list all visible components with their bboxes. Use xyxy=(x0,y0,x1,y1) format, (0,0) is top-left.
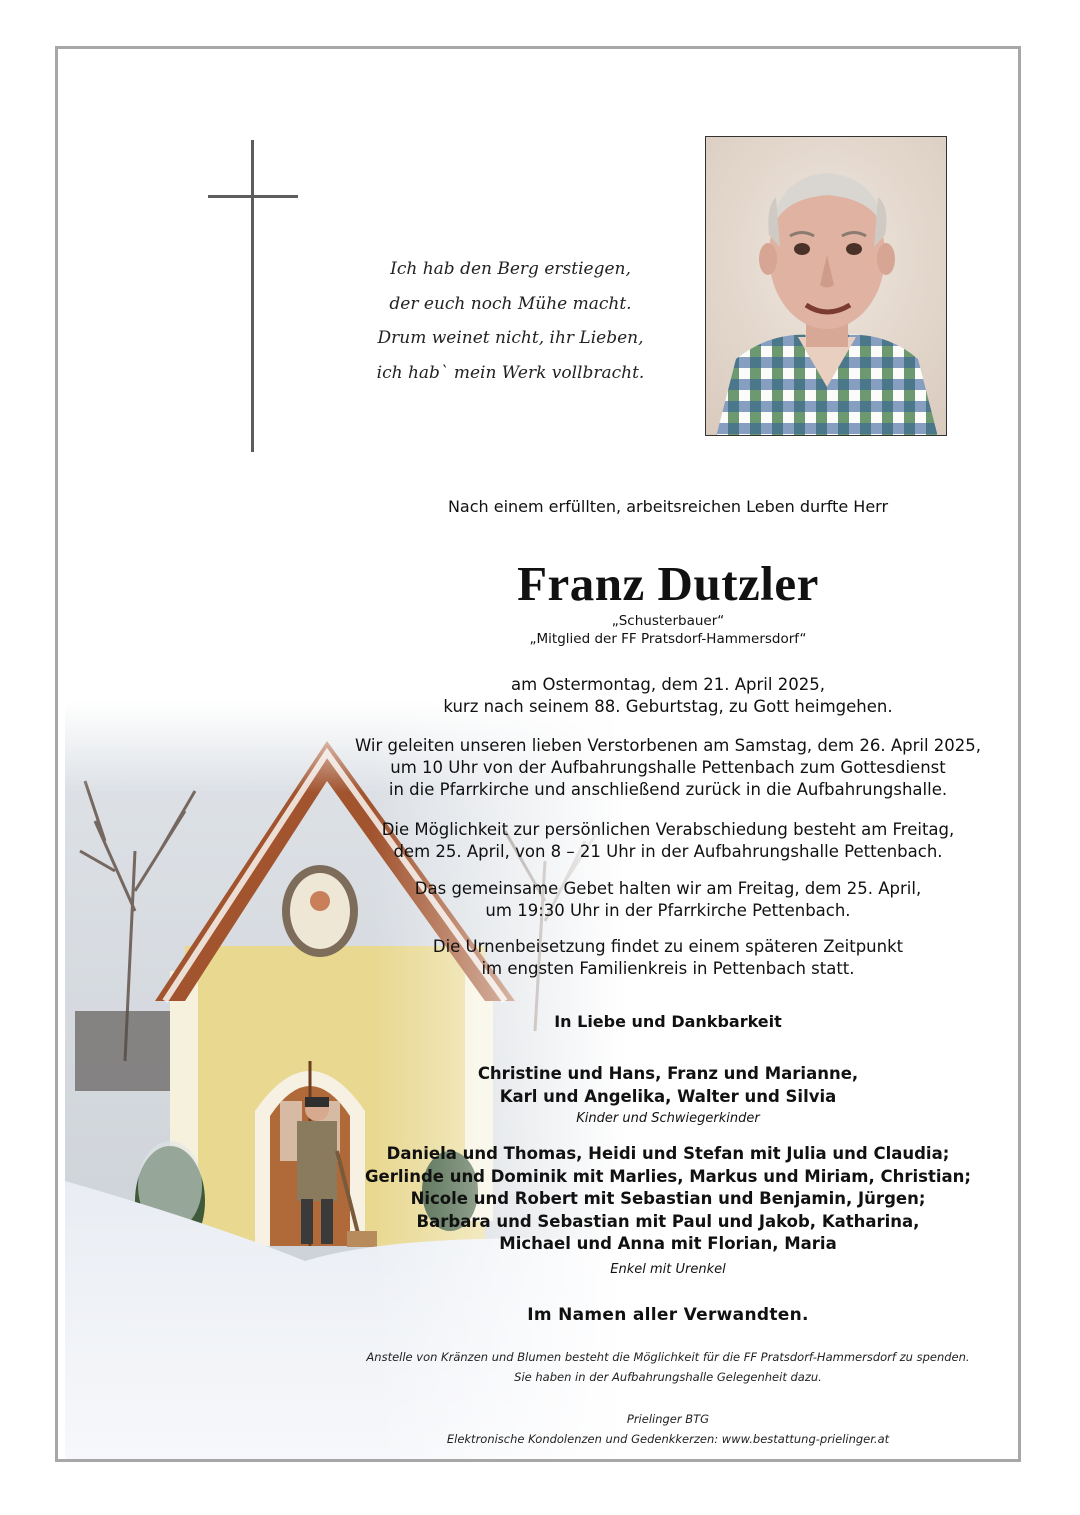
funeral-paragraph xyxy=(328,735,1008,801)
closing-line: In Liebe und Dankbarkeit xyxy=(554,1012,782,1031)
poem-line: Drum weinet nicht, ihr Lieben, xyxy=(377,328,644,348)
urn-paragraph xyxy=(328,936,1008,980)
deceased-name: Franz Dutzler xyxy=(517,556,819,611)
death-paragraph xyxy=(328,674,1008,718)
membership: „Mitglied der FF Pratsdorf-Hammersdorf“ xyxy=(529,631,807,647)
donation-note: Anstelle von Kränzen und Blumen besteht die Möglichkeit für die FF Pratsdorf-Hammersdorf zu spenden. xyxy=(366,1350,970,1364)
poem-line: der euch noch Mühe macht. xyxy=(389,293,632,314)
grandchildren-label: Enkel mit Urenkel xyxy=(610,1262,726,1277)
poem xyxy=(338,252,683,390)
text-line: Die Möglichkeit zur persönlichen Verabschiedung besteht am Freitag, xyxy=(381,820,955,839)
notice-frame xyxy=(55,46,1021,1462)
undertaker-name: Prielinger BTG xyxy=(626,1412,710,1426)
mourner-line: Nicole und Robert mit Sebastian und Benjamin, Jürgen; xyxy=(410,1189,926,1208)
portrait-photo xyxy=(705,136,947,436)
cross-icon xyxy=(251,140,254,452)
mourner-line: Michael und Anna mit Florian, Maria xyxy=(499,1234,837,1253)
text-line: am Ostermontag, dem 21. April 2025, xyxy=(511,675,825,694)
grandchildren-list xyxy=(328,1143,1008,1256)
text-line: in die Pfarrkirche und anschließend zurück in die Aufbahrungshalle. xyxy=(388,780,948,799)
text-line: um 10 Uhr von der Aufbahrungshalle Pettenbach zum Gottesdienst xyxy=(390,758,946,777)
poem-line: ich hab` mein Werk vollbracht. xyxy=(376,362,645,383)
poem-line: Ich hab den Berg erstiegen, xyxy=(390,259,631,279)
cross-icon-bar xyxy=(208,195,298,198)
text-line: Das gemeinsame Gebet halten wir am Freitag, dem 25. April, xyxy=(414,879,922,898)
children-list xyxy=(328,1063,1008,1108)
nickname: „Schusterbauer“ xyxy=(611,613,725,629)
mourner-line: Gerlinde und Dominik mit Marlies, Markus und Miriam, Christian; xyxy=(365,1166,971,1186)
signature-line: Im Namen aller Verwandten. xyxy=(527,1305,809,1325)
intro-line: Nach einem erfüllten, arbeitsreichen Leben durfte Herr xyxy=(447,497,889,516)
text-line: um 19:30 Uhr in der Pfarrkirche Pettenbach. xyxy=(485,901,851,920)
farewell-paragraph xyxy=(328,819,1008,863)
text-line: dem 25. April, von 8 – 21 Uhr in der Aufbahrungshalle Pettenbach. xyxy=(393,842,943,861)
children-label: Kinder und Schwiegerkinder xyxy=(576,1111,760,1126)
donation-note-2: Sie haben in der Aufbahrungshalle Gelegenheit dazu. xyxy=(514,1370,822,1384)
condolence-link: Elektronische Kondolenzen und Gedenkkerzen: www.bestattung-prielinger.at xyxy=(446,1432,890,1446)
prayer-paragraph xyxy=(328,878,1008,922)
text-line: im engsten Familienkreis in Pettenbach statt. xyxy=(481,959,855,978)
text-line: kurz nach seinem 88. Geburtstag, zu Gott heimgehen. xyxy=(443,697,893,716)
text-line: Die Urnenbeisetzung findet zu einem späteren Zeitpunkt xyxy=(432,937,904,956)
mourner-line: Barbara und Sebastian mit Paul und Jakob, Katharina, xyxy=(416,1211,920,1231)
text-line: Wir geleiten unseren lieben Verstorbenen am Samstag, dem 26. April 2025, xyxy=(354,736,982,755)
mourner-line: Christine und Hans, Franz und Marianne, xyxy=(477,1064,859,1083)
mourner-line: Daniela und Thomas, Heidi und Stefan mit Julia und Claudia; xyxy=(386,1144,950,1163)
mourner-line: Karl und Angelika, Walter und Silvia xyxy=(499,1086,837,1106)
